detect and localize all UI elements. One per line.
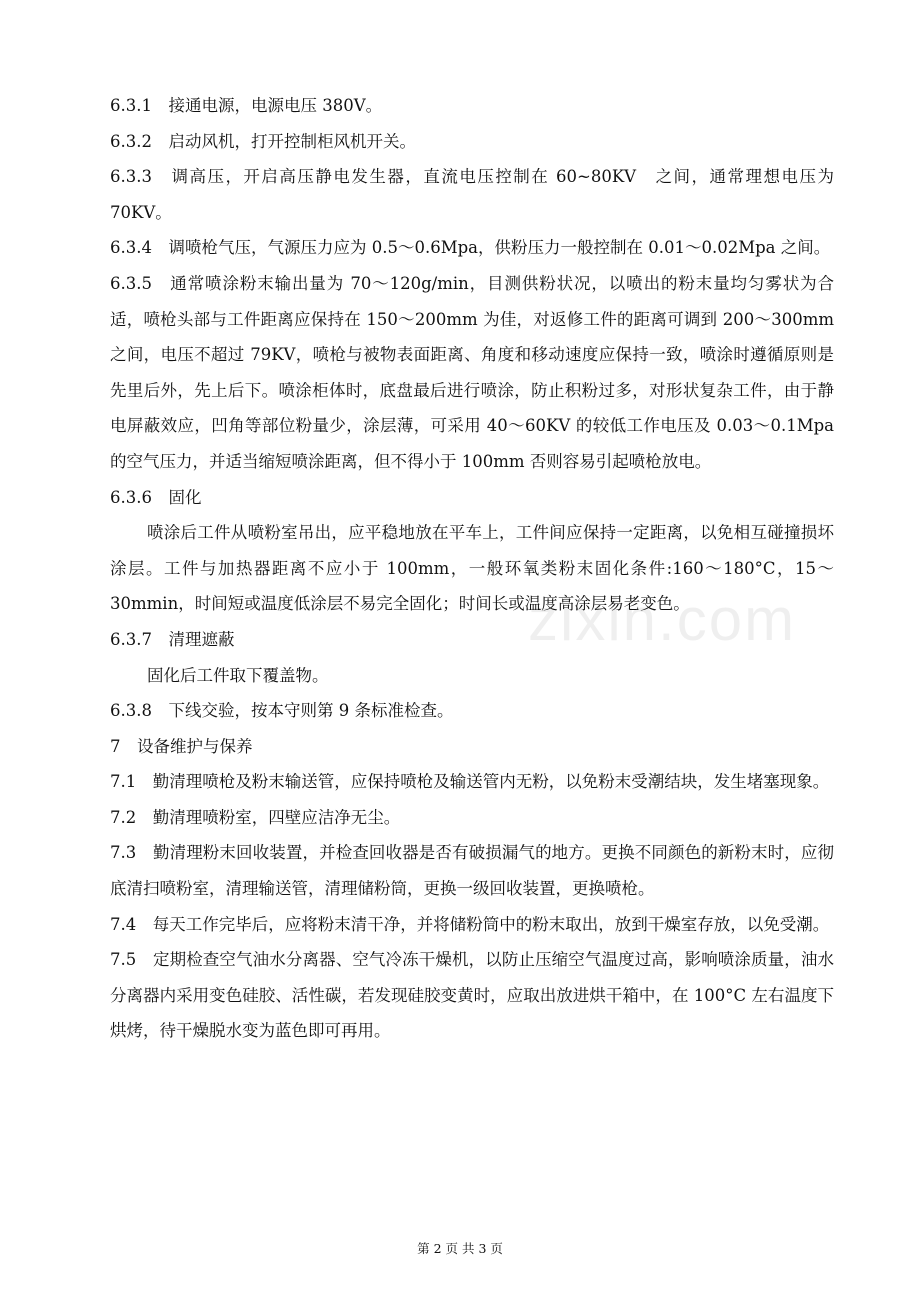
para-6-3-3: 6.3.3 调高压，开启高压静电发生器，直流电压控制在 60~80KV 之间，通常理想电压为 70KV。 — [110, 167, 834, 222]
para-7-2: 7.2 勤清理喷粉室，四壁应洁净无尘。 — [110, 807, 401, 827]
para-6-3-4: 6.3.4 调喷枪气压，气源压力应为 0.5～0.6Mpa，供粉压力一般控制在 0.01～0.02Mpa 之间。 — [110, 238, 831, 258]
page-footer: 第 2 页 共 3 页 — [417, 1241, 503, 1256]
heading-6-3-6: 6.3.6 固化 — [110, 487, 202, 507]
body-text — [110, 88, 834, 1049]
para-6-3-8: 6.3.8 下线交验，按本守则第 9 条标准检查。 — [110, 701, 454, 721]
watermark: zixin.com — [528, 586, 797, 653]
para-6-3-5: 6.3.5 通常喷涂粉末输出量为 70～120g/min，目测供粉状况，以喷出的粉末量均匀雾状为合适，喷枪头部与工件距离应保持在 150～200mm 为佳，对返修工件的距离可调到 200～300mm 之间，电压不超过 79KV，喷枪与被物表面距离、角度和移动速度应保持一致，喷涂时遵循原则是先里后外，先上后下。喷涂柜体时，底盘最后进行喷涂，防止积粉过多，对形状复杂工件，由于静电屏蔽效应，凹角等部位粉量少，涂层薄，可采用 40～60KV 的较低工作电压及 0.03～0.1Mpa 的空气压力，并适当缩短喷涂距离，但不得小于 100mm 否则容易引起喷枪放电。 — [110, 273, 834, 471]
para-curing: 喷涂后工件从喷粉室吊出，应平稳地放在平车上，工件间应保持一定距离，以免相互碰撞损坏涂层。工件与加热器距离不应小于 100mm，一般环氧类粉末固化条件:160～180°C，15～30mmin，时间短或温度低涂层不易完全固化；时间长或温度高涂层易老变色。 — [110, 523, 834, 614]
heading-7: 7 设备维护与保养 — [110, 736, 253, 756]
para-7-5: 7.5 定期检查空气油水分离器、空气冷冻干燥机，以防止压缩空气温度过高，影响喷涂质量，油水分离器内采用变色硅胶、活性碳，若发现硅胶变黄时，应取出放进烘干箱中，在 100°C 左右温度下烘烤，待干燥脱水变为蓝色即可再用。 — [110, 950, 834, 1041]
para-cleanup: 固化后工件取下覆盖物。 — [147, 665, 329, 685]
heading-6-3-7: 6.3.7 清理遮蔽 — [110, 629, 235, 649]
para-6-3-2: 6.3.2 启动风机，打开控制柜风机开关。 — [110, 131, 416, 151]
para-7-1: 7.1 勤清理喷枪及粉末输送管，应保持喷枪及输送管内无粉，以免粉末受潮结块，发生堵塞现象。 — [110, 772, 830, 792]
para-6-3-1: 6.3.1 接通电源，电源电压 380V。 — [110, 96, 383, 115]
para-7-4: 7.4 每天工作完毕后，应将粉末清干净，并将储粉筒中的粉末取出，放到干燥室存放，以免受潮。 — [110, 914, 830, 934]
para-7-3: 7.3 勤清理粉末回收装置，并检查回收器是否有破损漏气的地方。更换不同颜色的新粉末时，应彻底清扫喷粉室，清理输送管，清理储粉筒，更换一级回收装置，更换喷枪。 — [110, 843, 834, 899]
